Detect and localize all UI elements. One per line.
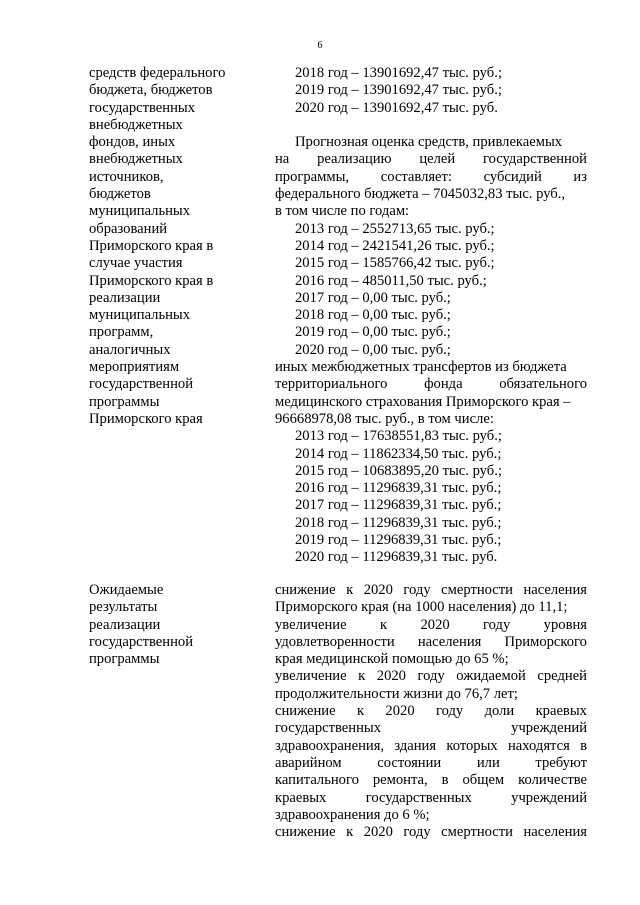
word: общем bbox=[462, 772, 505, 789]
word: населения bbox=[417, 633, 482, 650]
word: субсидий bbox=[483, 168, 542, 185]
word: 2020 bbox=[385, 703, 415, 720]
word: населения bbox=[523, 582, 587, 598]
year-amount-line: 2019 год – 13901692,47 тыс. руб.; bbox=[295, 82, 502, 99]
result-line bbox=[275, 703, 587, 720]
word: находятся bbox=[508, 737, 570, 754]
forecast-paragraph-line: в том числе по годам: bbox=[275, 203, 410, 220]
result-line: здравоохранения до 6 %; bbox=[275, 806, 430, 823]
word: фонда bbox=[424, 376, 463, 393]
expected-results-label bbox=[89, 582, 259, 668]
result-line bbox=[275, 582, 587, 599]
word: аварийном bbox=[275, 754, 342, 771]
word: смертности bbox=[441, 582, 513, 598]
label-line: Ожидаемые bbox=[89, 582, 164, 598]
label-line: Приморского края в bbox=[89, 272, 214, 289]
result-line bbox=[275, 772, 587, 789]
word: к bbox=[346, 824, 354, 841]
word: государственных bbox=[365, 789, 472, 806]
transfers-paragraph-line bbox=[275, 376, 587, 393]
word: государственных bbox=[275, 720, 382, 737]
word: территориального bbox=[275, 376, 388, 393]
label-line: случае участия bbox=[89, 255, 183, 272]
forecast-paragraph-line: федерального бюджета – 7045032,83 тыс. руб., bbox=[275, 186, 566, 203]
label-line: аналогичных bbox=[89, 341, 171, 358]
word: средней bbox=[537, 668, 587, 685]
word: 2020 bbox=[363, 824, 393, 841]
word: составляет: bbox=[380, 168, 452, 185]
word: увеличение bbox=[275, 668, 347, 685]
label-line: внебюджетных bbox=[89, 116, 183, 133]
label-line: государственной bbox=[89, 633, 194, 650]
year-amount-line: 2019 год – 0,00 тыс. руб.; bbox=[295, 324, 451, 341]
year-amount-line: 2020 год – 11296839,31 тыс. руб. bbox=[295, 549, 498, 566]
year-amount-line: 2018 год – 0,00 тыс. руб.; bbox=[295, 307, 451, 324]
word: здравоохранения, bbox=[275, 737, 385, 754]
word: краевых bbox=[275, 789, 327, 806]
year-amount-line: 2018 год – 11296839,31 тыс. руб.; bbox=[295, 514, 502, 531]
word: году bbox=[483, 616, 511, 633]
label-line: результаты bbox=[89, 599, 158, 616]
label-line: образований bbox=[89, 220, 168, 237]
result-line: Приморского края (на 1000 населения) до 11,1; bbox=[275, 599, 568, 616]
label-line: мероприятиям bbox=[89, 359, 180, 376]
label-line: муниципальных bbox=[89, 307, 191, 324]
page-number: 6 bbox=[317, 40, 323, 51]
word: ремонта, bbox=[372, 772, 428, 789]
word: к bbox=[356, 703, 365, 720]
expected-results-content bbox=[275, 582, 587, 841]
word: 2020 bbox=[420, 616, 450, 633]
word: к bbox=[346, 582, 354, 598]
label-line: бюджета, бюджетов bbox=[89, 82, 213, 99]
result-line bbox=[275, 738, 587, 755]
word: 2020 bbox=[376, 668, 406, 685]
word: снижение bbox=[275, 824, 336, 841]
word: которых bbox=[446, 737, 498, 754]
result-line bbox=[275, 617, 587, 634]
word: году bbox=[435, 703, 464, 720]
funding-sources-label bbox=[89, 65, 259, 428]
year-amount-line: 2018 год – 13901692,47 тыс. руб.; bbox=[295, 65, 502, 81]
year-amount-line: 2015 год – 1585766,42 тыс. руб.; bbox=[295, 255, 495, 272]
word: государственной bbox=[482, 151, 587, 168]
word: учреждений bbox=[511, 720, 587, 737]
label-line: бюджетов bbox=[89, 186, 151, 203]
forecast-paragraph-line: Прогнозная оценка средств, привлекаемых bbox=[295, 134, 563, 151]
year-amount-line: 2015 год – 10683895,20 тыс. руб.; bbox=[295, 462, 502, 479]
word: в bbox=[580, 737, 587, 754]
word: к bbox=[358, 668, 366, 685]
year-amount-line: 2013 год – 17638551,83 тыс. руб.; bbox=[295, 428, 502, 445]
word: обязательного bbox=[499, 376, 587, 393]
word: состоянии bbox=[377, 754, 442, 771]
transfers-paragraph-line: 96668978,08 тыс. руб., в том числе: bbox=[275, 410, 494, 427]
year-amount-line: 2017 год – 0,00 тыс. руб.; bbox=[295, 289, 451, 306]
word: ожидаемой bbox=[456, 668, 526, 685]
label-line: программы bbox=[89, 651, 160, 668]
label-line: внебюджетных bbox=[89, 151, 183, 168]
year-amount-line: 2019 год – 11296839,31 тыс. руб.; bbox=[295, 532, 502, 549]
result-line bbox=[275, 824, 587, 841]
funding-sources-content bbox=[275, 65, 587, 567]
word: программы, bbox=[275, 168, 350, 185]
forecast-paragraph-line bbox=[275, 169, 587, 186]
label-line: муниципальных bbox=[89, 203, 191, 220]
word: в bbox=[441, 772, 449, 789]
year-amount-line: 2013 год – 2552713,65 тыс. руб.; bbox=[295, 220, 495, 237]
transfers-paragraph-line: медицинского страхования Приморского края – bbox=[275, 393, 571, 410]
word: здания bbox=[394, 737, 437, 754]
word: или bbox=[476, 754, 500, 771]
word: смертности bbox=[441, 824, 513, 841]
result-line: продолжительности жизни до 76,7 лет; bbox=[275, 685, 518, 702]
label-line: программ, bbox=[89, 324, 154, 341]
word: из bbox=[573, 168, 587, 185]
year-amount-line: 2016 год – 485011,50 тыс. руб.; bbox=[295, 272, 487, 289]
word: Приморского bbox=[504, 633, 587, 650]
year-amount-line: 2014 год – 2421541,26 тыс. руб.; bbox=[295, 237, 495, 254]
label-line: государственных bbox=[89, 99, 196, 116]
word: требуют bbox=[535, 754, 587, 771]
forecast-paragraph-line bbox=[275, 151, 587, 168]
label-line: фондов, иных bbox=[89, 134, 176, 151]
year-amount-line: 2014 год – 11862334,50 тыс. руб.; bbox=[295, 445, 502, 462]
year-amount-line: 2016 год – 11296839,31 тыс. руб.; bbox=[295, 480, 502, 497]
transfers-paragraph-line: иных межбюджетных трансфертов из бюджета bbox=[275, 359, 567, 376]
word: целей bbox=[419, 151, 456, 168]
word: краевых bbox=[535, 703, 587, 720]
word: снижение bbox=[275, 582, 336, 598]
word: количестве bbox=[518, 772, 587, 789]
label-line: государственной bbox=[89, 376, 194, 393]
label-line: реализации bbox=[89, 616, 161, 633]
word: к bbox=[379, 616, 388, 633]
result-line bbox=[275, 790, 587, 807]
word: увеличение bbox=[275, 616, 347, 633]
year-amount-line: 2020 год – 0,00 тыс. руб.; bbox=[295, 341, 451, 358]
word: году bbox=[403, 824, 431, 841]
result-line bbox=[275, 720, 587, 737]
word: учреждений bbox=[511, 789, 587, 806]
year-amount-line: 2017 год – 11296839,31 тыс. руб.; bbox=[295, 497, 502, 514]
label-line: реализации bbox=[89, 289, 161, 306]
result-line bbox=[275, 668, 587, 685]
label-line: средств федерального bbox=[89, 65, 226, 81]
word: снижение bbox=[275, 703, 336, 720]
word: году bbox=[403, 582, 431, 598]
label-line: Приморского края в bbox=[89, 237, 214, 254]
word: году bbox=[417, 668, 445, 685]
label-line: программы bbox=[89, 393, 160, 410]
label-line: Приморского края bbox=[89, 410, 203, 427]
result-line bbox=[275, 755, 587, 772]
word: уровня bbox=[543, 616, 587, 633]
word: реализацию bbox=[317, 151, 392, 168]
word: удовлетворенности bbox=[275, 633, 395, 650]
word: на bbox=[275, 151, 290, 168]
word: капитального bbox=[275, 772, 359, 789]
word: доли bbox=[484, 703, 515, 720]
word: 2020 bbox=[363, 582, 393, 598]
word: населения bbox=[523, 824, 587, 841]
label-line: источников, bbox=[89, 168, 164, 185]
result-line: края медицинской помощью до 65 %; bbox=[275, 651, 509, 668]
year-amount-line: 2020 год – 13901692,47 тыс. руб. bbox=[295, 99, 498, 116]
result-line bbox=[275, 634, 587, 651]
